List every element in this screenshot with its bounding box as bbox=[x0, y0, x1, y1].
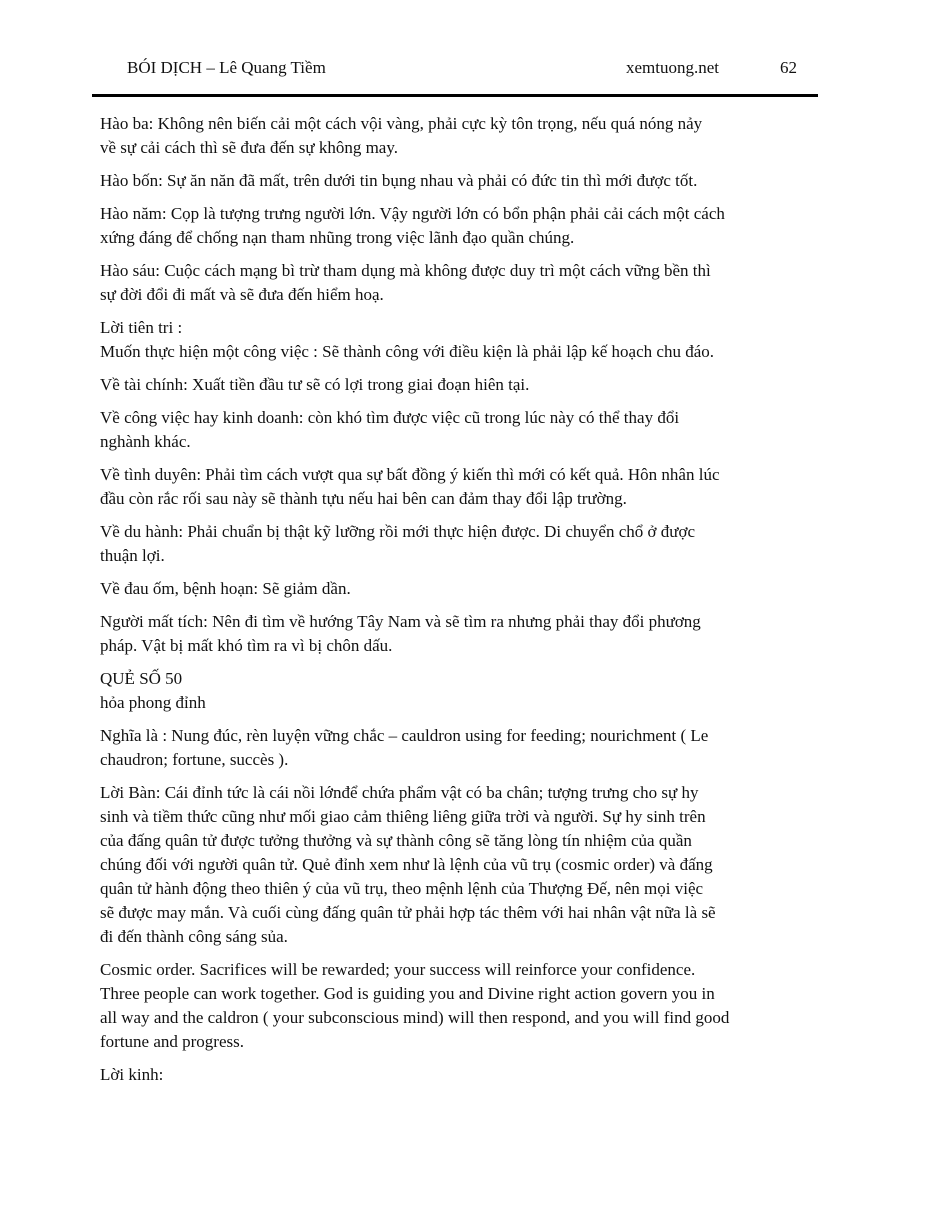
paragraph-dau-om: Về đau ốm, bệnh hoạn: Sẽ giảm dần. bbox=[100, 579, 351, 598]
paragraph-cong-viec: Về công việc hay kinh doanh: còn khó tìm được việc cũ trong lúc này có thể thay đổi nghành khác. bbox=[100, 408, 680, 451]
paragraph-cosmic-order: Cosmic order. Sacrifices will be rewarded; your success will reinforce your confidence. Three people can work together. God is guiding you and Divine right action govern you in all way and the caldron ( your subconscious mind) will then respond, and you will find good fortune and progress. bbox=[100, 960, 730, 1051]
paragraph-loi-ban: Lời Bàn: Cái đỉnh tức là cái nồi lớnđể chứa phẩm vật có ba chân; tượng trưng cho sự hy sinh và tiềm thức cũng như mối giao cảm thiêng liêng giữa trời và người. Sự hy sinh trên của đấng quân tử được tưởng thưởng và sự thành công sẽ tăng lòng tín nhiệm của quần chúng đối với người quân tử. Quẻ đỉnh xem như là lệnh của vũ trụ (cosmic order) và đấng quân tử hành động theo thiên ý của vũ trụ, theo mệnh lệnh của Thượng Đế, nên mọi việc sẽ được may mắn. Và cuối cùng đấng quân tử phải hợp tác thêm với hai nhân vật nữa là sẽ đi đến thành công sáng sủa. bbox=[100, 783, 716, 946]
paragraph-hao-ba: Hào ba: Không nên biến cải một cách vội vàng, phải cực kỳ tôn trọng, nếu quá nóng nảy về sự cải cách thì sẽ đưa đến sự không may. bbox=[100, 114, 703, 157]
paragraph-hao-sau: Hào sáu: Cuộc cách mạng bì trừ tham dụng mà không được duy trì một cách vững bền thì sự đời đổi đi mất và sẽ đưa đến hiểm hoạ. bbox=[100, 261, 711, 304]
paragraph-nguoi-mat-tich: Người mất tích: Nên đi tìm về hướng Tây Nam và sẽ tìm ra nhưng phải thay đổi phương pháp. Vật bị mất khó tìm ra vì bị chôn dấu. bbox=[100, 612, 701, 655]
paragraph-du-hanh: Về du hành: Phải chuẩn bị thật kỹ lưỡng rồi mới thực hiện được. Di chuyển chổ ở được thuận lợi. bbox=[100, 522, 695, 565]
section-heading-que-50: QUẺ SỐ 50 hỏa phong đỉnh bbox=[100, 669, 206, 712]
paragraph-nghia-la: Nghĩa là : Nung đúc, rèn luyện vững chắc – cauldron using for feeding; nourichment ( Le chaudron; fortune, succès ). bbox=[100, 726, 709, 769]
page-number: 62 bbox=[780, 58, 797, 77]
page-header bbox=[0, 0, 935, 98]
paragraph-tinh-duyen: Về tình duyên: Phải tìm cách vượt qua sự bất đồng ý kiến thì mới có kết quả. Hôn nhân lúc đầu còn rắc rối sau này sẽ thành tựu nếu hai bên can đảm thay đổi lập trường. bbox=[100, 465, 720, 508]
book-title: BÓI DỊCH – Lê Quang Tiềm bbox=[127, 58, 326, 77]
paragraph-tai-chinh: Về tài chính: Xuất tiền đầu tư sẽ có lợi trong giai đoạn hiên tại. bbox=[100, 375, 530, 394]
paragraph-hao-nam: Hào năm: Cọp là tượng trưng người lớn. Vậy người lớn có bổn phận phải cải cách một cách xứng đáng để chống nạn tham nhũng trong việc lãnh đạo quần chúng. bbox=[100, 204, 725, 247]
paragraph-loi-tien-tri: Lời tiên tri : Muốn thực hiện một công việc : Sẽ thành công với điều kiện là phải lập kế hoạch chu đáo. bbox=[100, 318, 714, 361]
paragraph-loi-kinh: Lời kinh: bbox=[100, 1065, 164, 1084]
header-divider bbox=[92, 94, 818, 97]
page-body bbox=[100, 112, 820, 1096]
paragraph-hao-bon: Hào bốn: Sự ăn năn đã mất, trên dưới tin bụng nhau và phải có đức tin thì mới được tốt. bbox=[100, 171, 698, 190]
site-name: xemtuong.net bbox=[626, 58, 720, 77]
